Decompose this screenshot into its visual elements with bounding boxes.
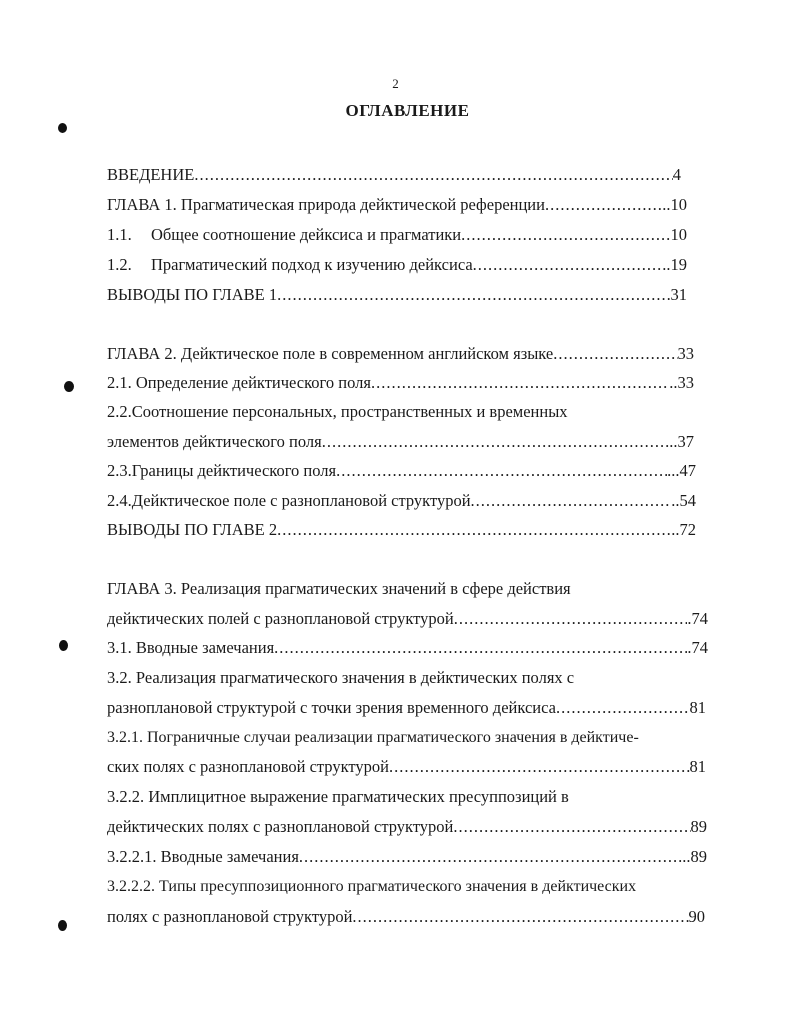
toc-leader — [389, 755, 690, 779]
toc-entry-page: 89 — [690, 817, 707, 836]
toc-entry-text: разноплановой структурой с точки зрения временного дейксиса — [107, 698, 556, 717]
toc-entry-text: ВЫВОДЫ ПО ГЛАВЕ 1 — [107, 285, 278, 304]
toc-entry-page: ...47 — [667, 461, 696, 480]
toc-entry-conclusions-1[interactable] — [107, 283, 687, 307]
toc-entry-3-2-1[interactable] — [107, 726, 747, 750]
toc-leader — [299, 845, 682, 869]
toc-entry-text: 2.3.Границы дейктического поля — [107, 461, 337, 480]
toc-entry-page: 10 — [670, 225, 687, 244]
toc-entry-text: ГЛАВА 1. Прагматическая природа дейктической референции — [107, 195, 545, 214]
toc-entry-page: ..37 — [669, 432, 694, 451]
toc-entry-2-4[interactable] — [107, 489, 696, 513]
toc-entry-page: ..54 — [671, 491, 696, 510]
toc-entry-text: полях с разноплановой структурой — [107, 907, 353, 926]
toc-entry-text: ГЛАВА 2. Дейктическое поле в современном английском языке — [107, 344, 554, 363]
toc-entry-text: ских полях с разноплановой структурой — [107, 757, 389, 776]
toc-entry-text: ВЫВОДЫ ПО ГЛАВЕ 2 — [107, 520, 278, 539]
toc-entry-3-2-2-2[interactable] — [107, 875, 747, 899]
toc-leader — [371, 371, 669, 395]
toc-entry-text: дейктических полей с разноплановой структурой — [107, 609, 454, 628]
toc-entry-2-1[interactable] — [107, 371, 694, 395]
toc-leader — [553, 342, 677, 366]
toc-entry-page: .74 — [687, 609, 708, 628]
toc-leader — [471, 489, 672, 513]
toc-entry-3-2-1-cont[interactable] — [107, 755, 706, 779]
toc-entry-1-2[interactable] — [107, 253, 687, 277]
toc-entry-page: ..89 — [682, 847, 707, 866]
toc-entry-text: 3.2. Реализация прагматического значения в дейктических полях с — [107, 668, 575, 687]
scan-blot — [59, 640, 68, 651]
toc-entry-3-2-cont[interactable] — [107, 696, 706, 720]
toc-entry-text: 3.2.2.2. Типы пресуппозиционного прагматического значения в дейктических — [107, 878, 637, 895]
toc-entry-text: 2.2.Соотношение персональных, пространственных и временных — [107, 402, 568, 421]
toc-entry-text: Общее соотношение дейксиса и прагматики — [151, 225, 462, 244]
toc-entry-text: элементов дейктического поля — [107, 432, 322, 451]
toc-entry-page: .74 — [687, 638, 708, 657]
toc-entry-text: 3.2.2.1. Вводные замечания — [107, 847, 299, 866]
page-number: 2 — [392, 76, 399, 91]
toc-entry-page: 81 — [689, 757, 706, 776]
toc-entry-3-2-2-1[interactable] — [107, 845, 707, 869]
toc-entry-page: ..10 — [662, 195, 687, 214]
scan-blot — [58, 920, 67, 931]
toc-leader — [545, 193, 662, 217]
toc-leader — [473, 253, 667, 277]
toc-entry-text: 3.2.1. Пограничные случаи реализации прагматического значения в дейктиче- — [107, 729, 639, 746]
toc-entry-page: 81 — [689, 698, 706, 717]
toc-entry-text: 3.2.2. Имплицитное выражение прагматических пресуппозиций в — [107, 787, 569, 806]
toc-leader — [274, 636, 687, 660]
toc-entry-conclusions-2[interactable] — [107, 518, 696, 542]
toc-entry-text: Прагматический подход к изучению дейксиса — [151, 255, 473, 274]
toc-leader — [352, 905, 688, 929]
toc-entry-chapter-2[interactable] — [107, 342, 694, 366]
toc-entry-2-3[interactable] — [107, 459, 696, 483]
toc-entry-text: 2.1. Определение дейктического поля — [107, 373, 371, 392]
toc-leader — [194, 163, 672, 187]
toc-entry-text: ГЛАВА 3. Реализация прагматических значений в сфере действия — [107, 579, 571, 598]
toc-leader — [277, 283, 670, 307]
toc-entry-3-2[interactable] — [107, 666, 727, 690]
toc-entry-text: 2.4.Дейктическое поле с разноплановой структурой — [107, 491, 471, 510]
toc-title: ОГЛАВЛЕНИЕ — [345, 101, 470, 120]
toc-entry-page: 90 — [688, 907, 705, 926]
toc-entry-3-1[interactable] — [107, 636, 708, 660]
toc-entry-3-2-2[interactable] — [107, 785, 727, 809]
toc-entry-number: 1.1. — [107, 225, 132, 244]
toc-leader — [461, 223, 670, 247]
scan-blot — [58, 123, 67, 133]
toc-entry-text: дейктических полях с разноплановой структурой — [107, 817, 454, 836]
toc-leader — [454, 607, 688, 631]
toc-entry-chapter-3-cont[interactable] — [107, 607, 708, 631]
toc-entry-3-2-2-cont[interactable] — [107, 815, 707, 839]
toc-leader — [322, 430, 670, 454]
toc-entry-introduction[interactable] — [107, 163, 681, 187]
toc-entry-page: 4 — [672, 165, 681, 184]
scan-blot — [64, 381, 74, 392]
toc-leader — [453, 815, 690, 839]
toc-entry-2-2[interactable] — [107, 400, 707, 424]
toc-leader — [277, 518, 671, 542]
toc-entry-page: 31 — [670, 285, 687, 304]
toc-entry-page: 33 — [677, 344, 694, 363]
toc-leader — [556, 696, 690, 720]
toc-entry-page: .19 — [666, 255, 687, 274]
toc-entry-2-2-cont[interactable] — [107, 430, 694, 454]
toc-entry-page: ..72 — [671, 520, 696, 539]
toc-entry-page: ..33 — [669, 373, 694, 392]
toc-entry-text: 3.1. Вводные замечания — [107, 638, 275, 657]
toc-leader — [336, 459, 667, 483]
toc-entry-1-1[interactable] — [107, 223, 687, 247]
toc-entry-number: 1.2. — [107, 255, 132, 274]
toc-entry-chapter-1[interactable] — [107, 193, 687, 217]
toc-entry-3-2-2-2-cont[interactable] — [107, 905, 705, 929]
toc-entry-chapter-3[interactable] — [107, 577, 707, 601]
toc-entry-text: ВВЕДЕНИЕ — [107, 165, 195, 184]
